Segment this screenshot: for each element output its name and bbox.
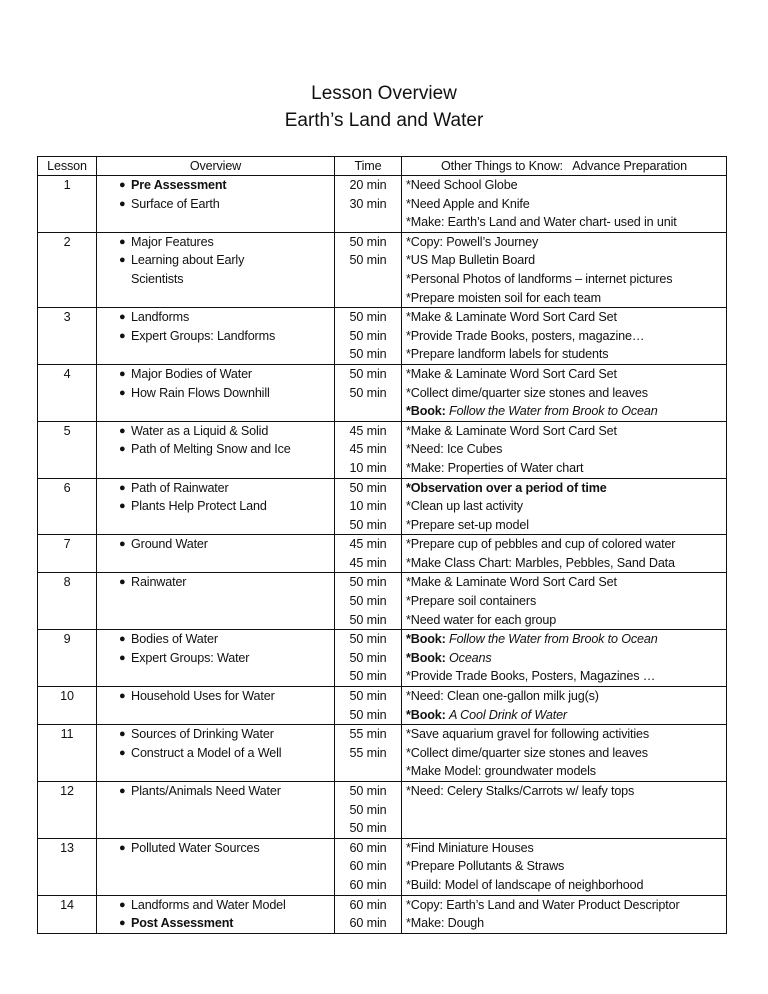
note-line — [406, 402, 722, 421]
bullet-icon: ● — [119, 538, 126, 551]
table-row — [38, 478, 727, 535]
time-value: 50 min — [349, 689, 387, 704]
bullet-icon: ● — [119, 690, 126, 703]
bullet-icon: ● — [119, 481, 126, 494]
notes-cell — [402, 421, 727, 478]
time-value: 50 min — [349, 328, 387, 343]
notes-cell — [402, 478, 727, 535]
note-text: *Book: — [406, 707, 450, 722]
lesson-number: 2 — [38, 232, 97, 307]
header-time: Time — [335, 157, 402, 176]
time-value: 10 min — [349, 460, 387, 475]
note-text: *Collect dime/quarter size stones and leaves — [406, 745, 648, 760]
note-text: *Provide Trade Books, posters, magazine… — [406, 328, 645, 343]
note-text: Follow the Water from Brook to Ocean — [449, 404, 658, 419]
overview-item-text: Sources of Drinking Water — [131, 727, 274, 742]
note-line — [406, 857, 722, 876]
note-text: *Need: Ice Cubes — [406, 442, 503, 457]
table-row — [38, 364, 727, 421]
header-overview: Overview — [97, 157, 335, 176]
overview-item — [101, 497, 330, 516]
note-line — [406, 649, 722, 668]
table-row — [38, 535, 727, 573]
overview-item-text: Expert Groups: Water — [131, 650, 250, 665]
bullet-icon: ● — [119, 576, 126, 589]
note-line — [406, 592, 722, 611]
note-line — [406, 233, 722, 252]
note-text: A Cool Drink of Water — [449, 707, 567, 722]
time-value: 50 min — [349, 575, 387, 590]
lesson-number: 3 — [38, 308, 97, 365]
lesson-number: 10 — [38, 687, 97, 725]
note-line — [406, 308, 722, 327]
overview-cell — [97, 687, 335, 725]
note-text: *Make & Laminate Word Sort Card Set — [406, 366, 617, 381]
overview-cell — [97, 573, 335, 630]
overview-item-text: Water as a Liquid & Solid — [131, 423, 269, 438]
note-text: *Need water for each group — [406, 612, 557, 627]
time-value: 30 min — [349, 196, 387, 211]
overview-item-text: Plants Help Protect Land — [131, 499, 267, 514]
header-notes: Other Things to Know: Advance Preparation — [402, 157, 727, 176]
bullet-icon: ● — [119, 500, 126, 513]
bullet-icon: ● — [119, 728, 126, 741]
lesson-number: 7 — [38, 535, 97, 573]
note-line — [406, 896, 722, 915]
bullet-icon: ● — [119, 633, 126, 646]
bullet-icon: ● — [119, 424, 126, 437]
overview-item — [101, 365, 330, 384]
overview-cell — [97, 232, 335, 307]
note-text: *Prepare soil containers — [406, 594, 537, 609]
time-cell — [335, 364, 402, 421]
overview-item — [101, 573, 330, 592]
note-line — [406, 440, 722, 459]
note-text: *Make & Laminate Word Sort Card Set — [406, 575, 617, 590]
overview-item-text: Household Uses for Water — [131, 689, 275, 704]
notes-cell — [402, 573, 727, 630]
note-text: *Prepare moisten soil for each team — [406, 290, 601, 305]
overview-item — [101, 649, 330, 668]
note-text: *Build: Model of landscape of neighborhood — [406, 877, 644, 892]
note-text: *Clean up last activity — [406, 499, 523, 514]
overview-cell — [97, 895, 335, 933]
bullet-icon: ● — [119, 367, 126, 380]
time-value: 55 min — [349, 727, 387, 742]
lesson-table — [37, 156, 727, 934]
overview-item — [101, 782, 330, 801]
note-text: *Find Miniature Houses — [406, 840, 534, 855]
overview-item — [101, 176, 330, 195]
overview-item-text: How Rain Flows Downhill — [131, 385, 270, 400]
overview-item — [101, 327, 330, 346]
note-text: *Personal Photos of landforms – internet pictures — [406, 271, 673, 286]
lesson-number: 14 — [38, 895, 97, 933]
time-cell — [335, 308, 402, 365]
bullet-icon: ● — [119, 311, 126, 324]
note-line — [406, 327, 722, 346]
time-cell — [335, 176, 402, 233]
lesson-number: 6 — [38, 478, 97, 535]
time-cell — [335, 782, 402, 839]
table-row — [38, 838, 727, 895]
note-text: *Prepare set-up model — [406, 517, 529, 532]
page-subtitle: Earth’s Land and Water — [284, 110, 484, 131]
note-line — [406, 365, 722, 384]
note-line — [406, 762, 722, 781]
notes-cell — [402, 535, 727, 573]
note-line — [406, 384, 722, 403]
overview-item-text: Path of Melting Snow and Ice — [131, 442, 291, 457]
note-text: *Provide Trade Books, Posters, Magazines … — [406, 669, 656, 684]
note-text: *Book: — [406, 650, 450, 665]
time-value: 50 min — [349, 594, 387, 609]
time-value: 50 min — [349, 707, 387, 722]
overview-cell — [97, 308, 335, 365]
lesson-number: 11 — [38, 725, 97, 782]
notes-cell — [402, 895, 727, 933]
note-line — [406, 839, 722, 858]
note-text: *Save aquarium gravel for following activities — [406, 727, 649, 742]
overview-cell — [97, 364, 335, 421]
overview-item — [101, 384, 330, 403]
overview-item — [101, 744, 330, 763]
time-value: 50 min — [349, 612, 387, 627]
time-value: 50 min — [349, 784, 387, 798]
note-line — [406, 611, 722, 630]
table-header-row — [38, 157, 727, 176]
overview-item-text: Landforms and Water Model — [131, 897, 286, 912]
overview-item — [101, 479, 330, 498]
overview-item-text: Major Features — [131, 234, 214, 249]
table-row — [38, 308, 727, 365]
overview-item-text: Construct a Model of a Well — [131, 745, 282, 760]
bullet-icon: ● — [119, 197, 126, 210]
time-value: 55 min — [349, 745, 387, 760]
time-value: 45 min — [349, 555, 387, 570]
overview-item — [101, 687, 330, 706]
bullet-icon: ● — [119, 898, 126, 911]
note-line — [406, 195, 722, 214]
overview-item — [101, 440, 330, 459]
table-row — [38, 895, 727, 933]
lesson-number: 9 — [38, 630, 97, 687]
bullet-icon: ● — [119, 235, 126, 248]
note-text: *Book: — [406, 632, 450, 647]
table-row — [38, 725, 727, 782]
time-value: 50 min — [349, 632, 387, 647]
note-text: *Need: Celery Stalks/Carrots w/ leafy tops — [406, 784, 635, 798]
bullet-icon: ● — [119, 386, 126, 399]
time-value: 45 min — [349, 537, 387, 552]
time-cell — [335, 838, 402, 895]
time-value: 60 min — [349, 840, 387, 855]
time-value: 60 min — [349, 877, 387, 892]
note-line — [406, 687, 722, 706]
table-row — [38, 687, 727, 725]
time-value: 50 min — [349, 517, 387, 532]
time-value: 50 min — [349, 802, 387, 817]
overview-item — [101, 233, 330, 252]
note-line — [406, 725, 722, 744]
time-cell — [335, 478, 402, 535]
time-value: 50 min — [349, 650, 387, 665]
time-value: 45 min — [349, 423, 387, 438]
time-cell — [335, 687, 402, 725]
time-value: 50 min — [349, 480, 387, 495]
note-line — [406, 554, 722, 573]
overview-item-text: Major Bodies of Water — [131, 366, 252, 381]
note-line — [406, 573, 722, 592]
note-line — [406, 516, 722, 535]
overview-item — [101, 839, 330, 858]
note-text: *Make Class Chart: Marbles, Pebbles, Sand Data — [406, 555, 675, 570]
time-value: 50 min — [349, 253, 387, 268]
time-cell — [335, 630, 402, 687]
bullet-icon: ● — [119, 329, 126, 342]
lesson-number: 1 — [38, 176, 97, 233]
overview-item-text: Bodies of Water — [131, 632, 218, 647]
note-line — [406, 667, 722, 686]
overview-item — [101, 914, 330, 933]
time-value: 50 min — [349, 347, 387, 362]
note-line — [406, 289, 722, 308]
note-line — [406, 630, 722, 649]
notes-cell — [402, 687, 727, 725]
bullet-icon: ● — [119, 785, 126, 797]
lesson-number: 13 — [38, 838, 97, 895]
note-text: *Make: Earth’s Land and Water chart- used in unit — [406, 215, 677, 230]
bullet-icon: ● — [119, 179, 126, 191]
overview-item-text: Polluted Water Sources — [131, 840, 260, 855]
time-cell — [335, 573, 402, 630]
note-line — [406, 535, 722, 554]
table-row — [38, 176, 727, 233]
overview-item — [101, 422, 330, 441]
overview-item-text: Expert Groups: Landforms — [131, 328, 276, 343]
lesson-number: 4 — [38, 364, 97, 421]
note-text: *Prepare landform labels for students — [406, 347, 609, 362]
table-row — [38, 421, 727, 478]
overview-cell — [97, 782, 335, 839]
table-row — [38, 630, 727, 687]
note-text: *Make & Laminate Word Sort Card Set — [406, 310, 617, 325]
note-line — [406, 744, 722, 763]
overview-item — [101, 896, 330, 915]
note-text: *US Map Bulletin Board — [406, 253, 536, 268]
note-text: *Need: Clean one-gallon milk jug(s) — [406, 689, 599, 704]
note-line — [406, 497, 722, 516]
bullet-icon: ● — [119, 841, 126, 854]
overview-item — [101, 725, 330, 744]
note-text: Oceans — [449, 650, 492, 665]
note-line — [406, 213, 722, 232]
note-text: *Collect dime/quarter size stones and leaves — [406, 385, 648, 400]
overview-cell — [97, 478, 335, 535]
note-text: *Make Model: groundwater models — [406, 764, 596, 779]
notes-cell — [402, 782, 727, 839]
bullet-icon: ● — [119, 651, 126, 664]
overview-cell — [97, 421, 335, 478]
time-cell — [335, 535, 402, 573]
note-text: *Book: — [406, 404, 450, 419]
overview-item — [101, 630, 330, 649]
overview-item — [101, 195, 330, 214]
overview-cell — [97, 176, 335, 233]
note-line — [406, 479, 722, 498]
notes-cell — [402, 630, 727, 687]
overview-item-text: Plants/Animals Need Water — [131, 784, 281, 798]
lesson-number: 5 — [38, 421, 97, 478]
time-value: 50 min — [349, 234, 387, 249]
time-value: 50 min — [349, 669, 387, 684]
table-row — [38, 782, 727, 839]
overview-item-text: Landforms — [131, 310, 190, 325]
time-value: 45 min — [349, 442, 387, 457]
notes-cell — [402, 232, 727, 307]
overview-item — [101, 535, 330, 554]
note-line — [406, 459, 722, 478]
note-line — [406, 251, 722, 270]
notes-cell — [402, 725, 727, 782]
page-title: Lesson Overview — [311, 83, 457, 104]
bullet-icon: ● — [119, 917, 126, 930]
time-cell — [335, 895, 402, 933]
notes-cell — [402, 838, 727, 895]
note-text: *Make: Dough — [406, 916, 485, 931]
note-text: *Copy: Powell’s Journey — [406, 234, 539, 249]
note-line — [406, 176, 722, 195]
time-value: 20 min — [349, 178, 387, 192]
note-text: *Make & Laminate Word Sort Card Set — [406, 423, 617, 438]
overview-item-text: Surface of Earth — [131, 196, 220, 211]
lesson-number: 8 — [38, 573, 97, 630]
overview-item-text: Ground Water — [131, 537, 208, 552]
overview-item — [101, 308, 330, 327]
overview-item-text: Rainwater — [131, 575, 187, 590]
note-line — [406, 914, 722, 933]
notes-cell — [402, 176, 727, 233]
time-cell — [335, 232, 402, 307]
lesson-number: 12 — [38, 782, 97, 839]
note-line — [406, 345, 722, 364]
table-row — [38, 573, 727, 630]
time-cell — [335, 421, 402, 478]
note-text: *Need School Globe — [406, 178, 518, 192]
table-row — [38, 232, 727, 307]
bullet-icon: ● — [119, 254, 126, 267]
note-text: *Observation over a period of time — [406, 480, 607, 495]
overview-item-text: Path of Rainwater — [131, 480, 229, 495]
overview-cell — [97, 630, 335, 687]
header-lesson: Lesson — [38, 157, 97, 176]
bullet-icon: ● — [119, 746, 126, 759]
note-line — [406, 876, 722, 895]
note-text: *Prepare Pollutants & Straws — [406, 859, 565, 874]
note-text: *Need Apple and Knife — [406, 196, 530, 211]
time-value: 50 min — [349, 821, 387, 836]
note-text: *Copy: Earth’s Land and Water Product Descriptor — [406, 897, 680, 912]
overview-item — [101, 251, 330, 288]
time-value: 60 min — [349, 897, 387, 912]
overview-cell — [97, 725, 335, 782]
note-line — [406, 270, 722, 289]
overview-cell — [97, 838, 335, 895]
time-value: 50 min — [349, 366, 387, 381]
note-line — [406, 422, 722, 441]
time-value: 60 min — [349, 916, 387, 931]
overview-cell — [97, 535, 335, 573]
notes-cell — [402, 308, 727, 365]
time-value: 50 min — [349, 310, 387, 325]
note-text: *Prepare cup of pebbles and cup of colored water — [406, 537, 676, 552]
overview-item-text: Learning about Early Scientists — [131, 253, 245, 286]
notes-cell — [402, 364, 727, 421]
time-value: 60 min — [349, 859, 387, 874]
note-text: Follow the Water from Brook to Ocean — [449, 632, 658, 647]
overview-item-text: Post Assessment — [131, 916, 234, 931]
note-line — [406, 706, 722, 725]
note-text: *Make: Properties of Water chart — [406, 460, 584, 475]
time-value: 10 min — [349, 499, 387, 514]
note-line — [406, 782, 722, 801]
time-cell — [335, 725, 402, 782]
time-value: 50 min — [349, 385, 387, 400]
bullet-icon: ● — [119, 443, 126, 456]
overview-item-text: Pre Assessment — [131, 178, 227, 192]
